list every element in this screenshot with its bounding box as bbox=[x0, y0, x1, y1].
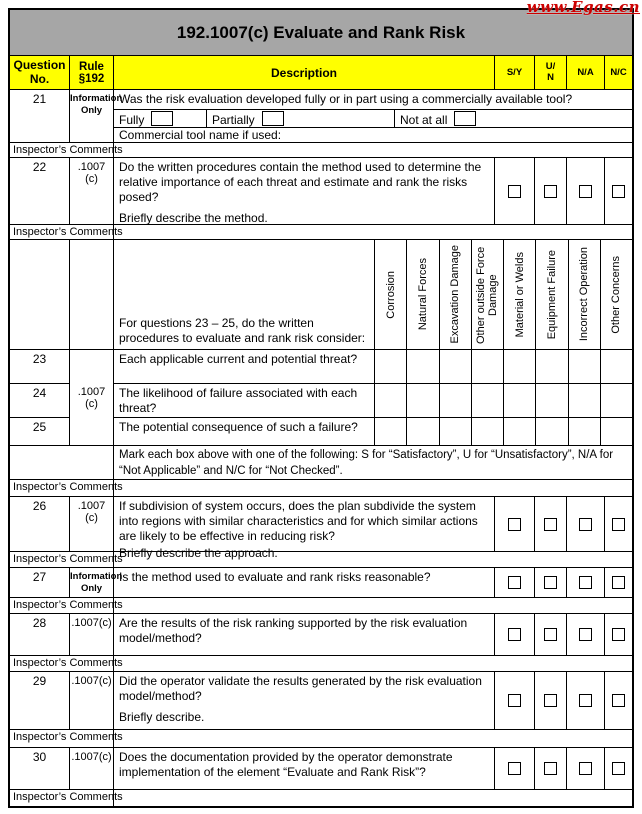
q22-checkbox-na[interactable] bbox=[579, 185, 592, 198]
q25-threat-cell[interactable] bbox=[375, 418, 407, 445]
q21-option-notatall-checkbox[interactable] bbox=[454, 111, 476, 126]
inspector-comments-label: Inspector’s Comments bbox=[10, 480, 114, 496]
q26-mark-sy bbox=[495, 497, 535, 551]
q22-prompt-text: Briefly describe the method. bbox=[119, 211, 268, 225]
threat-header-row bbox=[10, 240, 632, 350]
q22-checkbox-sy[interactable] bbox=[508, 185, 521, 198]
q30-checkbox-nc[interactable] bbox=[612, 762, 625, 775]
q29-checkbox-un[interactable] bbox=[544, 694, 557, 707]
q26-checkbox-sy[interactable] bbox=[508, 518, 521, 531]
q30-mark-sy bbox=[495, 748, 535, 789]
q23-threat-cell[interactable] bbox=[375, 350, 407, 383]
header-un: U/N bbox=[535, 56, 567, 89]
q25-threat-cell[interactable] bbox=[440, 418, 472, 445]
q25-threat-cell[interactable] bbox=[569, 418, 601, 445]
inspector-comments-input-area[interactable] bbox=[114, 656, 632, 671]
q28-rule: .1007(c) bbox=[70, 614, 114, 655]
inspection-form-table bbox=[8, 8, 634, 808]
header-nc: N/C bbox=[610, 67, 627, 78]
threat-col-equipment-failure: Equipment Failure bbox=[536, 240, 568, 349]
q21-option-partially-checkbox[interactable] bbox=[262, 111, 284, 126]
q21-number: 21 bbox=[10, 90, 70, 142]
inspector-comments-row bbox=[10, 480, 632, 497]
q29-question-text: Did the operator validate the results generated by the risk evaluation model/method? bbox=[119, 674, 482, 703]
inspector-comments-label: Inspector’s Comments bbox=[10, 790, 114, 806]
q28-mark-sy bbox=[495, 614, 535, 655]
q22-mark-na bbox=[567, 158, 605, 224]
inspector-comments-row bbox=[10, 656, 632, 672]
q29-prompt-text: Briefly describe. bbox=[119, 710, 205, 724]
table-header-row bbox=[10, 56, 632, 90]
q23-threat-cell[interactable] bbox=[407, 350, 439, 383]
inspector-comments-input-area[interactable] bbox=[114, 790, 632, 806]
inspector-comments-input-area[interactable] bbox=[114, 225, 632, 239]
inspector-comments-row bbox=[10, 143, 632, 158]
q24-number: 24 bbox=[10, 384, 69, 418]
question-row-27 bbox=[10, 568, 632, 598]
q26-checkbox-nc[interactable] bbox=[612, 518, 625, 531]
q24-threat-cell[interactable] bbox=[375, 384, 407, 417]
q25-threat-cell[interactable] bbox=[472, 418, 504, 445]
q26-mark-un bbox=[535, 497, 567, 551]
inspector-comments-label: Inspector’s Comments bbox=[10, 656, 114, 671]
q25-number: 25 bbox=[32, 420, 47, 434]
q29-mark-sy bbox=[495, 672, 535, 729]
q30-mark-un bbox=[535, 748, 567, 789]
question-rows-23-25 bbox=[10, 350, 632, 446]
q22-mark-nc bbox=[605, 158, 632, 224]
q27-number: 27 bbox=[10, 568, 70, 597]
q22-rule: .1007 (c) bbox=[70, 158, 114, 224]
q29-rule: .1007(c) bbox=[70, 672, 114, 729]
q26-number: 26 bbox=[10, 497, 70, 551]
q21-rule: Information Only bbox=[70, 90, 114, 142]
question-row-28 bbox=[10, 614, 632, 656]
q30-checkbox-sy[interactable] bbox=[508, 762, 521, 775]
q26-question-text: If subdivision of system occurs, does the plan subdivide the system into regions with similar characteristics and for which similar actions are likely to be effective in reducing risk? bbox=[119, 499, 478, 543]
q24-threat-cell[interactable] bbox=[536, 384, 568, 417]
marking-note-text: Mark each box above with one of the following: S for “Satisfactory”, U for “Unsatisfactory”, N/A for “Not Applicable” and N/C for “Not Checked”. bbox=[119, 449, 614, 477]
q28-mark-un bbox=[535, 614, 567, 655]
q25-threat-cell[interactable] bbox=[504, 418, 536, 445]
q28-checkbox-sy[interactable] bbox=[508, 628, 521, 641]
threat-header-question-cell bbox=[10, 240, 70, 349]
q21-tool-name-label: Commercial tool name if used: bbox=[119, 128, 282, 142]
q28-checkbox-na[interactable] bbox=[579, 628, 592, 641]
inspector-comments-input-area[interactable] bbox=[114, 143, 632, 157]
q29-description bbox=[114, 672, 495, 729]
inspector-comments-input-area[interactable] bbox=[114, 480, 632, 496]
q30-mark-na bbox=[567, 748, 605, 789]
q29-checkbox-sy[interactable] bbox=[508, 694, 521, 707]
inspector-comments-row bbox=[10, 790, 632, 806]
threat-col-other-outside-force: Other outside Force Damage bbox=[472, 240, 504, 349]
q30-mark-nc bbox=[605, 748, 632, 789]
q28-checkbox-un[interactable] bbox=[544, 628, 557, 641]
q24-threat-cell[interactable] bbox=[569, 384, 601, 417]
inspector-comments-label: Inspector’s Comments bbox=[10, 225, 114, 239]
q30-checkbox-un[interactable] bbox=[544, 762, 557, 775]
q30-rule: .1007(c) bbox=[70, 748, 114, 789]
threat-col-other-concerns: Other Concerns bbox=[610, 255, 623, 334]
threat-header-rule-cell bbox=[70, 240, 114, 349]
q23-number: 23 bbox=[10, 350, 69, 384]
q28-mark-nc bbox=[605, 614, 632, 655]
threat-col-corrosion: Corrosion bbox=[375, 240, 407, 349]
page-title bbox=[10, 10, 632, 56]
q23-threat-cell[interactable] bbox=[440, 350, 472, 383]
q23-25-rule: .1007 (c) bbox=[70, 350, 114, 445]
q27-question-text: Is the method used to evaluate and rank risks reasonable? bbox=[114, 568, 495, 597]
inspector-comments-label: Inspector’s Comments bbox=[10, 730, 114, 747]
q28-mark-na bbox=[567, 614, 605, 655]
q26-checkbox-un[interactable] bbox=[544, 518, 557, 531]
inspector-comments-row bbox=[10, 598, 632, 614]
inspector-comments-label: Inspector’s Comments bbox=[10, 598, 114, 613]
header-na: N/A bbox=[567, 56, 605, 89]
q28-number: 28 bbox=[10, 614, 70, 655]
q25-threat-cell[interactable] bbox=[536, 418, 568, 445]
q29-mark-un bbox=[535, 672, 567, 729]
marking-note-row bbox=[10, 446, 632, 480]
page-title-text: 192.1007(c) Evaluate and Rank Risk bbox=[176, 22, 466, 42]
q29-mark-nc bbox=[605, 672, 632, 729]
inspector-comments-input-area[interactable] bbox=[114, 598, 632, 613]
marking-note-left-cell bbox=[10, 446, 114, 479]
q29-checkbox-na[interactable] bbox=[579, 694, 592, 707]
q29-number: 29 bbox=[10, 672, 70, 729]
q29-mark-na bbox=[567, 672, 605, 729]
header-sy: S/Y bbox=[495, 56, 535, 89]
q27-mark-un bbox=[535, 568, 567, 597]
q24-threat-cell[interactable] bbox=[407, 384, 439, 417]
threat-col-material-or-welds: Material or Welds bbox=[504, 240, 536, 349]
header-rule: Rule §192 bbox=[70, 56, 114, 89]
q23-question-text: Each applicable current and potential threat? bbox=[114, 350, 375, 383]
q25-threat-cell[interactable] bbox=[407, 418, 439, 445]
threat-intro: For questions 23 – 25, do the written procedures to evaluate and rank risk consider: bbox=[114, 240, 375, 349]
q22-description bbox=[114, 158, 495, 224]
q24-threat-cell[interactable] bbox=[440, 384, 472, 417]
q27-checkbox-sy[interactable] bbox=[508, 576, 521, 589]
q22-mark-sy bbox=[495, 158, 535, 224]
q23-threat-cell[interactable] bbox=[536, 350, 568, 383]
q27-mark-na bbox=[567, 568, 605, 597]
q26-description bbox=[114, 497, 495, 560]
q27-mark-sy bbox=[495, 568, 535, 597]
q21-question-text: Was the risk evaluation developed fully or in part using a commercially available tool? bbox=[114, 90, 632, 110]
q27-mark-nc bbox=[605, 568, 632, 597]
q24-threat-cell[interactable] bbox=[472, 384, 504, 417]
q25-threat-cell[interactable] bbox=[601, 418, 632, 445]
q22-question-text: Do the written procedures contain the method used to determine the relative importance of each threat and estimate and rank the risks posed? bbox=[119, 160, 482, 204]
header-question-no: Question No. bbox=[10, 56, 70, 89]
q23-threat-cell[interactable] bbox=[601, 350, 632, 383]
inspector-comments-row bbox=[10, 552, 632, 568]
q22-number: 22 bbox=[10, 158, 70, 224]
question-row-22 bbox=[10, 158, 632, 225]
q27-checkbox-nc[interactable] bbox=[612, 576, 625, 589]
q21-option-partially-label: Partially bbox=[212, 113, 255, 127]
inspector-comments-row bbox=[10, 225, 632, 240]
q23-threat-cell[interactable] bbox=[472, 350, 504, 383]
q23-threat-cell[interactable] bbox=[504, 350, 536, 383]
q22-checkbox-nc[interactable] bbox=[612, 185, 625, 198]
q29-checkbox-nc[interactable] bbox=[612, 694, 625, 707]
question-row-21 bbox=[10, 90, 632, 143]
question-row-29 bbox=[10, 672, 632, 730]
threat-col-incorrect-operation: Incorrect Operation bbox=[569, 240, 601, 349]
header-description: Description bbox=[114, 56, 495, 89]
watermark: www.Egas.cn bbox=[526, 0, 640, 16]
q30-question-text: Does the documentation provided by the operator demonstrate implementation of the element “Evaluate and Rank Risk”? bbox=[114, 748, 495, 789]
q22-mark-un bbox=[535, 158, 567, 224]
q27-checkbox-un[interactable] bbox=[544, 576, 557, 589]
q24-threat-cell[interactable] bbox=[504, 384, 536, 417]
inspector-comments-input-area[interactable] bbox=[114, 552, 632, 567]
q25-question-text: The potential consequence of such a failure? bbox=[114, 418, 375, 445]
q30-number: 30 bbox=[10, 748, 70, 789]
threat-col-excavation-damage: Excavation Damage bbox=[440, 240, 472, 349]
inspector-comments-input-area[interactable] bbox=[114, 730, 632, 747]
inspector-comments-label: Inspector’s Comments bbox=[10, 552, 114, 567]
q21-option-notatall-label: Not at all bbox=[400, 113, 448, 127]
inspector-comments-row bbox=[10, 730, 632, 748]
q21-option-fully-label: Fully bbox=[119, 113, 145, 127]
q28-question-text: Are the results of the risk ranking supported by the risk evaluation model/method? bbox=[114, 614, 495, 655]
q21-option-fully-checkbox[interactable] bbox=[151, 111, 173, 126]
q26-rule: .1007 (c) bbox=[70, 497, 114, 551]
q26-mark-na bbox=[567, 497, 605, 551]
q30-checkbox-na[interactable] bbox=[579, 762, 592, 775]
question-row-30 bbox=[10, 748, 632, 790]
q26-checkbox-na[interactable] bbox=[579, 518, 592, 531]
q27-checkbox-na[interactable] bbox=[579, 576, 592, 589]
inspector-comments-label: Inspector’s Comments bbox=[10, 143, 114, 157]
threat-col-natural-forces: Natural Forces bbox=[407, 240, 439, 349]
q26-prompt-text: Briefly describe the approach. bbox=[119, 546, 278, 560]
q26-mark-nc bbox=[605, 497, 632, 551]
q27-rule: Information Only bbox=[70, 568, 114, 597]
q22-checkbox-un[interactable] bbox=[544, 185, 557, 198]
q28-checkbox-nc[interactable] bbox=[612, 628, 625, 641]
q24-question-text: The likelihood of failure associated with each threat? bbox=[114, 384, 375, 417]
q23-threat-cell[interactable] bbox=[569, 350, 601, 383]
q24-threat-cell[interactable] bbox=[601, 384, 632, 417]
